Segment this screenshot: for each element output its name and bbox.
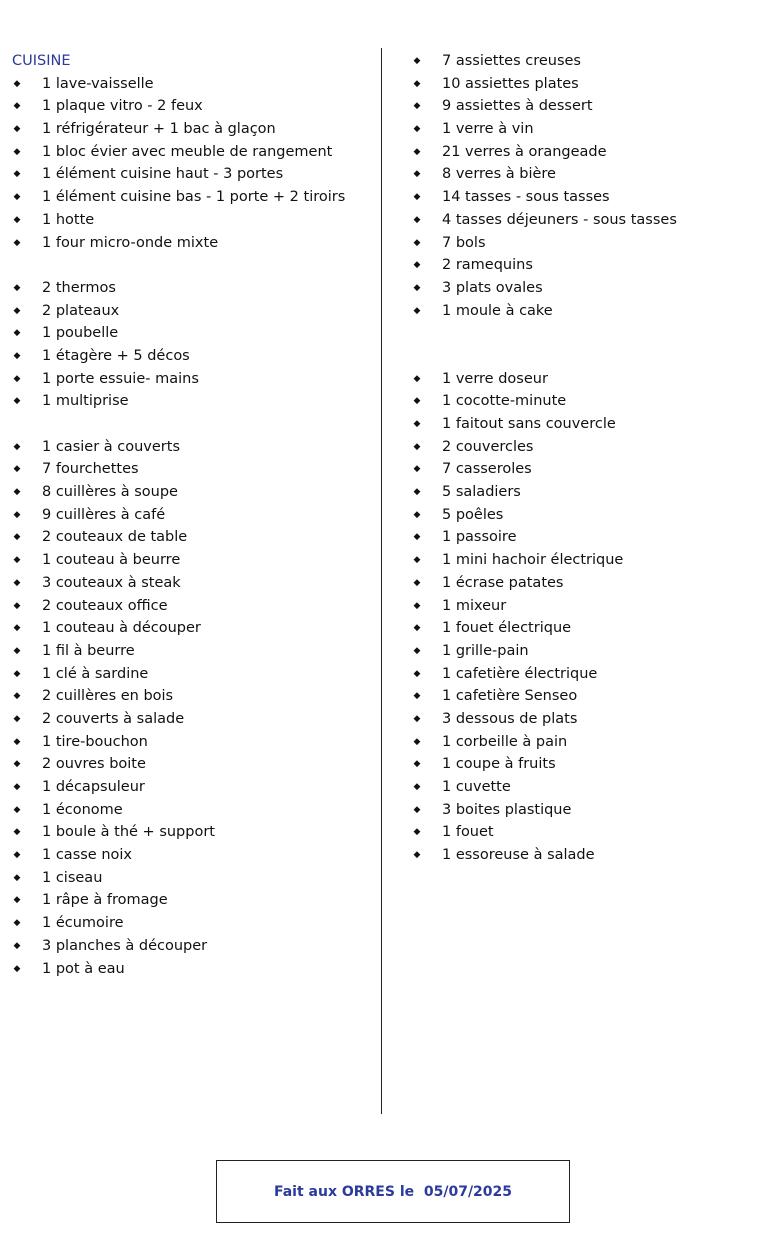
list-item bbox=[412, 95, 752, 118]
bullet-icon: ◆ bbox=[13, 850, 21, 861]
left-item-groups bbox=[12, 73, 372, 981]
bullet-icon: ◆ bbox=[413, 146, 421, 157]
bullet-icon: ◆ bbox=[13, 577, 21, 588]
list-item bbox=[12, 345, 372, 368]
list-item bbox=[412, 390, 752, 413]
list-item bbox=[412, 504, 752, 527]
list-item bbox=[412, 640, 752, 663]
list-item bbox=[412, 186, 752, 209]
list-item bbox=[12, 617, 372, 640]
bullet-icon: ◆ bbox=[13, 804, 21, 815]
bullet-icon: ◆ bbox=[13, 350, 21, 361]
list-item bbox=[12, 867, 372, 890]
item-label: 1 faitout sans couvercle bbox=[442, 416, 616, 433]
list-item bbox=[412, 163, 752, 186]
list-item bbox=[12, 799, 372, 822]
item-label: 1 cocotte-minute bbox=[442, 393, 567, 410]
list-item bbox=[412, 232, 752, 255]
list-item bbox=[412, 595, 752, 618]
bullet-icon: ◆ bbox=[13, 940, 21, 951]
bullet-icon: ◆ bbox=[413, 532, 421, 543]
list-item bbox=[412, 844, 752, 867]
bullet-icon: ◆ bbox=[13, 895, 21, 906]
item-label: 1 lave-vaisselle bbox=[42, 75, 154, 92]
item-label: 3 couteaux à steak bbox=[42, 574, 181, 591]
bullet-icon: ◆ bbox=[413, 555, 421, 566]
bullet-icon: ◆ bbox=[413, 396, 421, 407]
list-item bbox=[412, 572, 752, 595]
bullet-icon: ◆ bbox=[413, 668, 421, 679]
item-label: 1 passoire bbox=[442, 529, 517, 546]
bullet-icon: ◆ bbox=[413, 464, 421, 475]
list-item bbox=[12, 436, 372, 459]
item-label: 1 hotte bbox=[42, 211, 95, 228]
bullet-icon: ◆ bbox=[13, 101, 21, 112]
item-label: 2 couverts à salade bbox=[42, 710, 185, 727]
bullet-icon: ◆ bbox=[13, 645, 21, 656]
bullet-icon: ◆ bbox=[413, 373, 421, 384]
bullet-icon: ◆ bbox=[413, 305, 421, 316]
bullet-icon: ◆ bbox=[13, 214, 21, 225]
item-label: 2 couvercles bbox=[442, 438, 534, 455]
bullet-icon: ◆ bbox=[13, 759, 21, 770]
bullet-icon: ◆ bbox=[413, 713, 421, 724]
item-label: 2 thermos bbox=[42, 279, 116, 296]
column-divider bbox=[381, 48, 382, 1114]
item-label: 9 assiettes à dessert bbox=[442, 98, 593, 115]
list-item bbox=[12, 731, 372, 754]
item-label: 1 bloc évier avec meuble de rangement bbox=[42, 143, 333, 160]
list-item bbox=[12, 73, 372, 96]
list-item bbox=[412, 481, 752, 504]
item-list bbox=[12, 436, 372, 981]
right-column bbox=[412, 50, 752, 867]
item-label: 5 saladiers bbox=[442, 484, 521, 501]
item-label: 7 casseroles bbox=[442, 461, 532, 478]
bullet-icon: ◆ bbox=[13, 441, 21, 452]
item-list bbox=[12, 277, 372, 413]
bullet-icon: ◆ bbox=[13, 146, 21, 157]
item-label: 1 cafetière Senseo bbox=[442, 688, 578, 705]
bullet-icon: ◆ bbox=[13, 124, 21, 135]
bullet-icon: ◆ bbox=[413, 804, 421, 815]
list-item bbox=[12, 526, 372, 549]
bullet-icon: ◆ bbox=[13, 600, 21, 611]
list-item bbox=[12, 844, 372, 867]
bullet-icon: ◆ bbox=[13, 782, 21, 792]
list-item bbox=[12, 322, 372, 345]
list-item bbox=[12, 935, 372, 958]
bullet-icon: ◆ bbox=[413, 192, 421, 203]
item-label: 1 mini hachoir électrique bbox=[442, 552, 624, 569]
bullet-icon: ◆ bbox=[413, 645, 421, 656]
list-item bbox=[412, 821, 752, 844]
list-item bbox=[412, 50, 752, 73]
bullet-icon: ◆ bbox=[13, 328, 21, 339]
list-item bbox=[12, 458, 372, 481]
bullet-icon: ◆ bbox=[413, 56, 421, 66]
item-label: 7 assiettes creuses bbox=[442, 53, 581, 69]
item-label: 2 couteaux de table bbox=[42, 529, 188, 546]
item-label: 1 mixeur bbox=[442, 597, 507, 614]
bullet-icon: ◆ bbox=[413, 78, 421, 89]
bullet-icon: ◆ bbox=[13, 373, 21, 384]
item-label: 1 écrase patates bbox=[442, 574, 564, 591]
list-item bbox=[412, 776, 752, 799]
item-label: 1 couteau à découper bbox=[42, 620, 201, 637]
list-item bbox=[12, 277, 372, 300]
bullet-icon: ◆ bbox=[13, 623, 21, 634]
item-label: 1 râpe à fromage bbox=[42, 892, 168, 909]
list-item bbox=[412, 549, 752, 572]
item-label: 3 boites plastique bbox=[442, 801, 572, 818]
bullet-icon: ◆ bbox=[413, 487, 421, 498]
item-list bbox=[412, 50, 752, 322]
item-label: 1 cafetière électrique bbox=[442, 665, 598, 682]
bullet-icon: ◆ bbox=[413, 691, 421, 702]
item-list bbox=[412, 368, 752, 867]
list-item bbox=[412, 458, 752, 481]
right-item-groups bbox=[412, 50, 752, 867]
list-item bbox=[412, 413, 752, 436]
list-item bbox=[12, 595, 372, 618]
bullet-icon: ◆ bbox=[13, 305, 21, 316]
bullet-icon: ◆ bbox=[13, 282, 21, 293]
list-item bbox=[412, 209, 752, 232]
list-item bbox=[412, 254, 752, 277]
list-item bbox=[12, 118, 372, 141]
bullet-icon: ◆ bbox=[413, 124, 421, 135]
list-item bbox=[412, 708, 752, 731]
left-column bbox=[12, 50, 372, 980]
bullet-icon: ◆ bbox=[13, 169, 21, 180]
item-label: 1 corbeille à pain bbox=[442, 733, 568, 750]
item-label: 1 casier à couverts bbox=[42, 438, 180, 455]
item-label: 1 cuvette bbox=[442, 779, 511, 796]
bullet-icon: ◆ bbox=[13, 78, 21, 89]
item-label: 1 coupe à fruits bbox=[442, 756, 556, 773]
item-label: 2 ramequins bbox=[442, 257, 533, 274]
bullet-icon: ◆ bbox=[413, 759, 421, 770]
bullet-icon: ◆ bbox=[13, 918, 21, 929]
list-item bbox=[12, 368, 372, 391]
list-item bbox=[12, 186, 372, 209]
bullet-icon: ◆ bbox=[413, 441, 421, 452]
item-label: 3 dessous de plats bbox=[442, 710, 578, 727]
item-label: 1 réfrigérateur + 1 bac à glaçon bbox=[42, 121, 276, 138]
bullet-icon: ◆ bbox=[13, 192, 21, 203]
bullet-icon: ◆ bbox=[13, 668, 21, 679]
list-item bbox=[12, 821, 372, 844]
list-item bbox=[412, 731, 752, 754]
list-item bbox=[12, 390, 372, 413]
item-label: 7 fourchettes bbox=[42, 461, 139, 478]
list-item bbox=[12, 232, 372, 255]
bullet-icon: ◆ bbox=[413, 260, 421, 271]
item-label: 1 tire-bouchon bbox=[42, 733, 148, 750]
item-label: 3 planches à découper bbox=[42, 937, 208, 954]
group-spacer bbox=[412, 322, 752, 367]
list-item bbox=[412, 685, 752, 708]
bullet-icon: ◆ bbox=[13, 532, 21, 543]
bullet-icon: ◆ bbox=[413, 419, 421, 430]
list-item bbox=[412, 663, 752, 686]
item-label: 1 porte essuie- mains bbox=[42, 370, 199, 387]
bullet-icon: ◆ bbox=[413, 782, 421, 793]
list-item bbox=[412, 368, 752, 391]
list-item bbox=[12, 753, 372, 776]
item-label: 4 tasses déjeuners - sous tasses bbox=[442, 211, 677, 228]
group-spacer bbox=[12, 413, 372, 436]
bullet-icon: ◆ bbox=[413, 736, 421, 747]
item-label: 9 cuillères à café bbox=[42, 506, 166, 523]
list-item bbox=[412, 277, 752, 300]
list-item bbox=[412, 526, 752, 549]
bullet-icon: ◆ bbox=[13, 691, 21, 702]
list-item bbox=[412, 73, 752, 96]
item-label: 2 couteaux office bbox=[42, 597, 168, 614]
list-item bbox=[12, 95, 372, 118]
bullet-icon: ◆ bbox=[413, 509, 421, 520]
list-item bbox=[12, 504, 372, 527]
item-label: 1 décapsuleur bbox=[42, 779, 145, 795]
bullet-icon: ◆ bbox=[413, 101, 421, 112]
group-spacer bbox=[12, 254, 372, 277]
item-label: 1 clé à sardine bbox=[42, 665, 149, 682]
item-label: 1 grille-pain bbox=[442, 642, 529, 659]
list-item bbox=[12, 300, 372, 323]
list-item bbox=[12, 776, 372, 799]
bullet-icon: ◆ bbox=[413, 214, 421, 225]
bullet-icon: ◆ bbox=[413, 237, 421, 248]
bullet-icon: ◆ bbox=[413, 623, 421, 634]
bullet-icon: ◆ bbox=[413, 282, 421, 293]
item-label: 1 casse noix bbox=[42, 847, 133, 864]
item-label: 1 écumoire bbox=[42, 915, 124, 932]
list-item bbox=[412, 617, 752, 640]
item-label: 1 plaque vitro - 2 feux bbox=[42, 98, 203, 115]
list-item bbox=[412, 753, 752, 776]
item-label: 1 verre à vin bbox=[442, 121, 534, 138]
item-label: 1 ciseau bbox=[42, 869, 103, 886]
list-item bbox=[412, 436, 752, 459]
item-label: 1 élément cuisine haut - 3 portes bbox=[42, 166, 284, 183]
bullet-icon: ◆ bbox=[13, 713, 21, 724]
item-label: 1 couteau à beurre bbox=[42, 552, 181, 569]
list-item bbox=[12, 685, 372, 708]
bullet-icon: ◆ bbox=[413, 169, 421, 180]
bullet-icon: ◆ bbox=[413, 827, 421, 838]
item-label: 1 fouet bbox=[442, 824, 494, 841]
list-item bbox=[412, 799, 752, 822]
item-label: 21 verres à orangeade bbox=[442, 143, 607, 160]
item-label: 1 étagère + 5 décos bbox=[42, 347, 190, 364]
item-label: 1 moule à cake bbox=[442, 302, 553, 319]
item-label: 5 poêles bbox=[442, 506, 504, 523]
item-list bbox=[12, 73, 372, 255]
list-item bbox=[412, 118, 752, 141]
bullet-icon: ◆ bbox=[13, 396, 21, 407]
list-item bbox=[12, 141, 372, 164]
list-item bbox=[12, 481, 372, 504]
bullet-icon: ◆ bbox=[13, 487, 21, 498]
item-label: 1 élément cuisine bas - 1 porte + 2 tiroirs bbox=[42, 189, 346, 206]
item-label: 7 bols bbox=[442, 234, 486, 251]
section-title: CUISINE bbox=[12, 53, 71, 69]
bullet-icon: ◆ bbox=[13, 555, 21, 566]
item-label: 1 four micro-onde mixte bbox=[42, 234, 219, 251]
bullet-icon: ◆ bbox=[13, 509, 21, 520]
bullet-icon: ◆ bbox=[13, 237, 21, 248]
list-item bbox=[12, 708, 372, 731]
list-item bbox=[12, 209, 372, 232]
item-label: 8 verres à bière bbox=[442, 166, 556, 183]
bullet-icon: ◆ bbox=[413, 600, 421, 611]
item-label: 1 essoreuse à salade bbox=[442, 847, 595, 864]
item-label: 1 économe bbox=[42, 801, 123, 818]
bullet-icon: ◆ bbox=[13, 872, 21, 883]
item-label: 2 plateaux bbox=[42, 302, 120, 319]
item-label: 8 cuillères à soupe bbox=[42, 484, 178, 501]
signature-box bbox=[216, 1160, 570, 1223]
list-item bbox=[12, 889, 372, 912]
item-label: 3 plats ovales bbox=[442, 279, 543, 296]
bullet-icon: ◆ bbox=[413, 850, 421, 861]
list-item bbox=[12, 549, 372, 572]
bullet-icon: ◆ bbox=[13, 963, 21, 974]
list-item bbox=[12, 640, 372, 663]
list-item bbox=[12, 663, 372, 686]
item-label: 1 poubelle bbox=[42, 325, 119, 342]
item-label: 10 assiettes plates bbox=[442, 75, 579, 92]
item-label: 2 ouvres boite bbox=[42, 756, 146, 773]
list-item bbox=[12, 163, 372, 186]
item-label: 1 fil à beurre bbox=[42, 642, 135, 659]
item-label: 1 multiprise bbox=[42, 393, 129, 410]
item-label: 1 verre doseur bbox=[442, 370, 548, 387]
list-item bbox=[412, 141, 752, 164]
list-item bbox=[412, 300, 752, 323]
list-item bbox=[12, 572, 372, 595]
bullet-icon: ◆ bbox=[13, 827, 21, 838]
footer-date-text: Fait aux ORRES le 05/07/2025 bbox=[273, 1183, 513, 1200]
item-label: 14 tasses - sous tasses bbox=[442, 189, 610, 206]
list-item bbox=[12, 912, 372, 935]
item-label: 2 cuillères en bois bbox=[42, 688, 174, 705]
list-item bbox=[12, 958, 372, 981]
item-label: 1 fouet électrique bbox=[442, 620, 572, 637]
bullet-icon: ◆ bbox=[413, 577, 421, 588]
item-label: 1 pot à eau bbox=[42, 960, 125, 977]
item-label: 1 boule à thé + support bbox=[42, 824, 215, 841]
bullet-icon: ◆ bbox=[13, 464, 21, 475]
bullet-icon: ◆ bbox=[13, 736, 21, 747]
